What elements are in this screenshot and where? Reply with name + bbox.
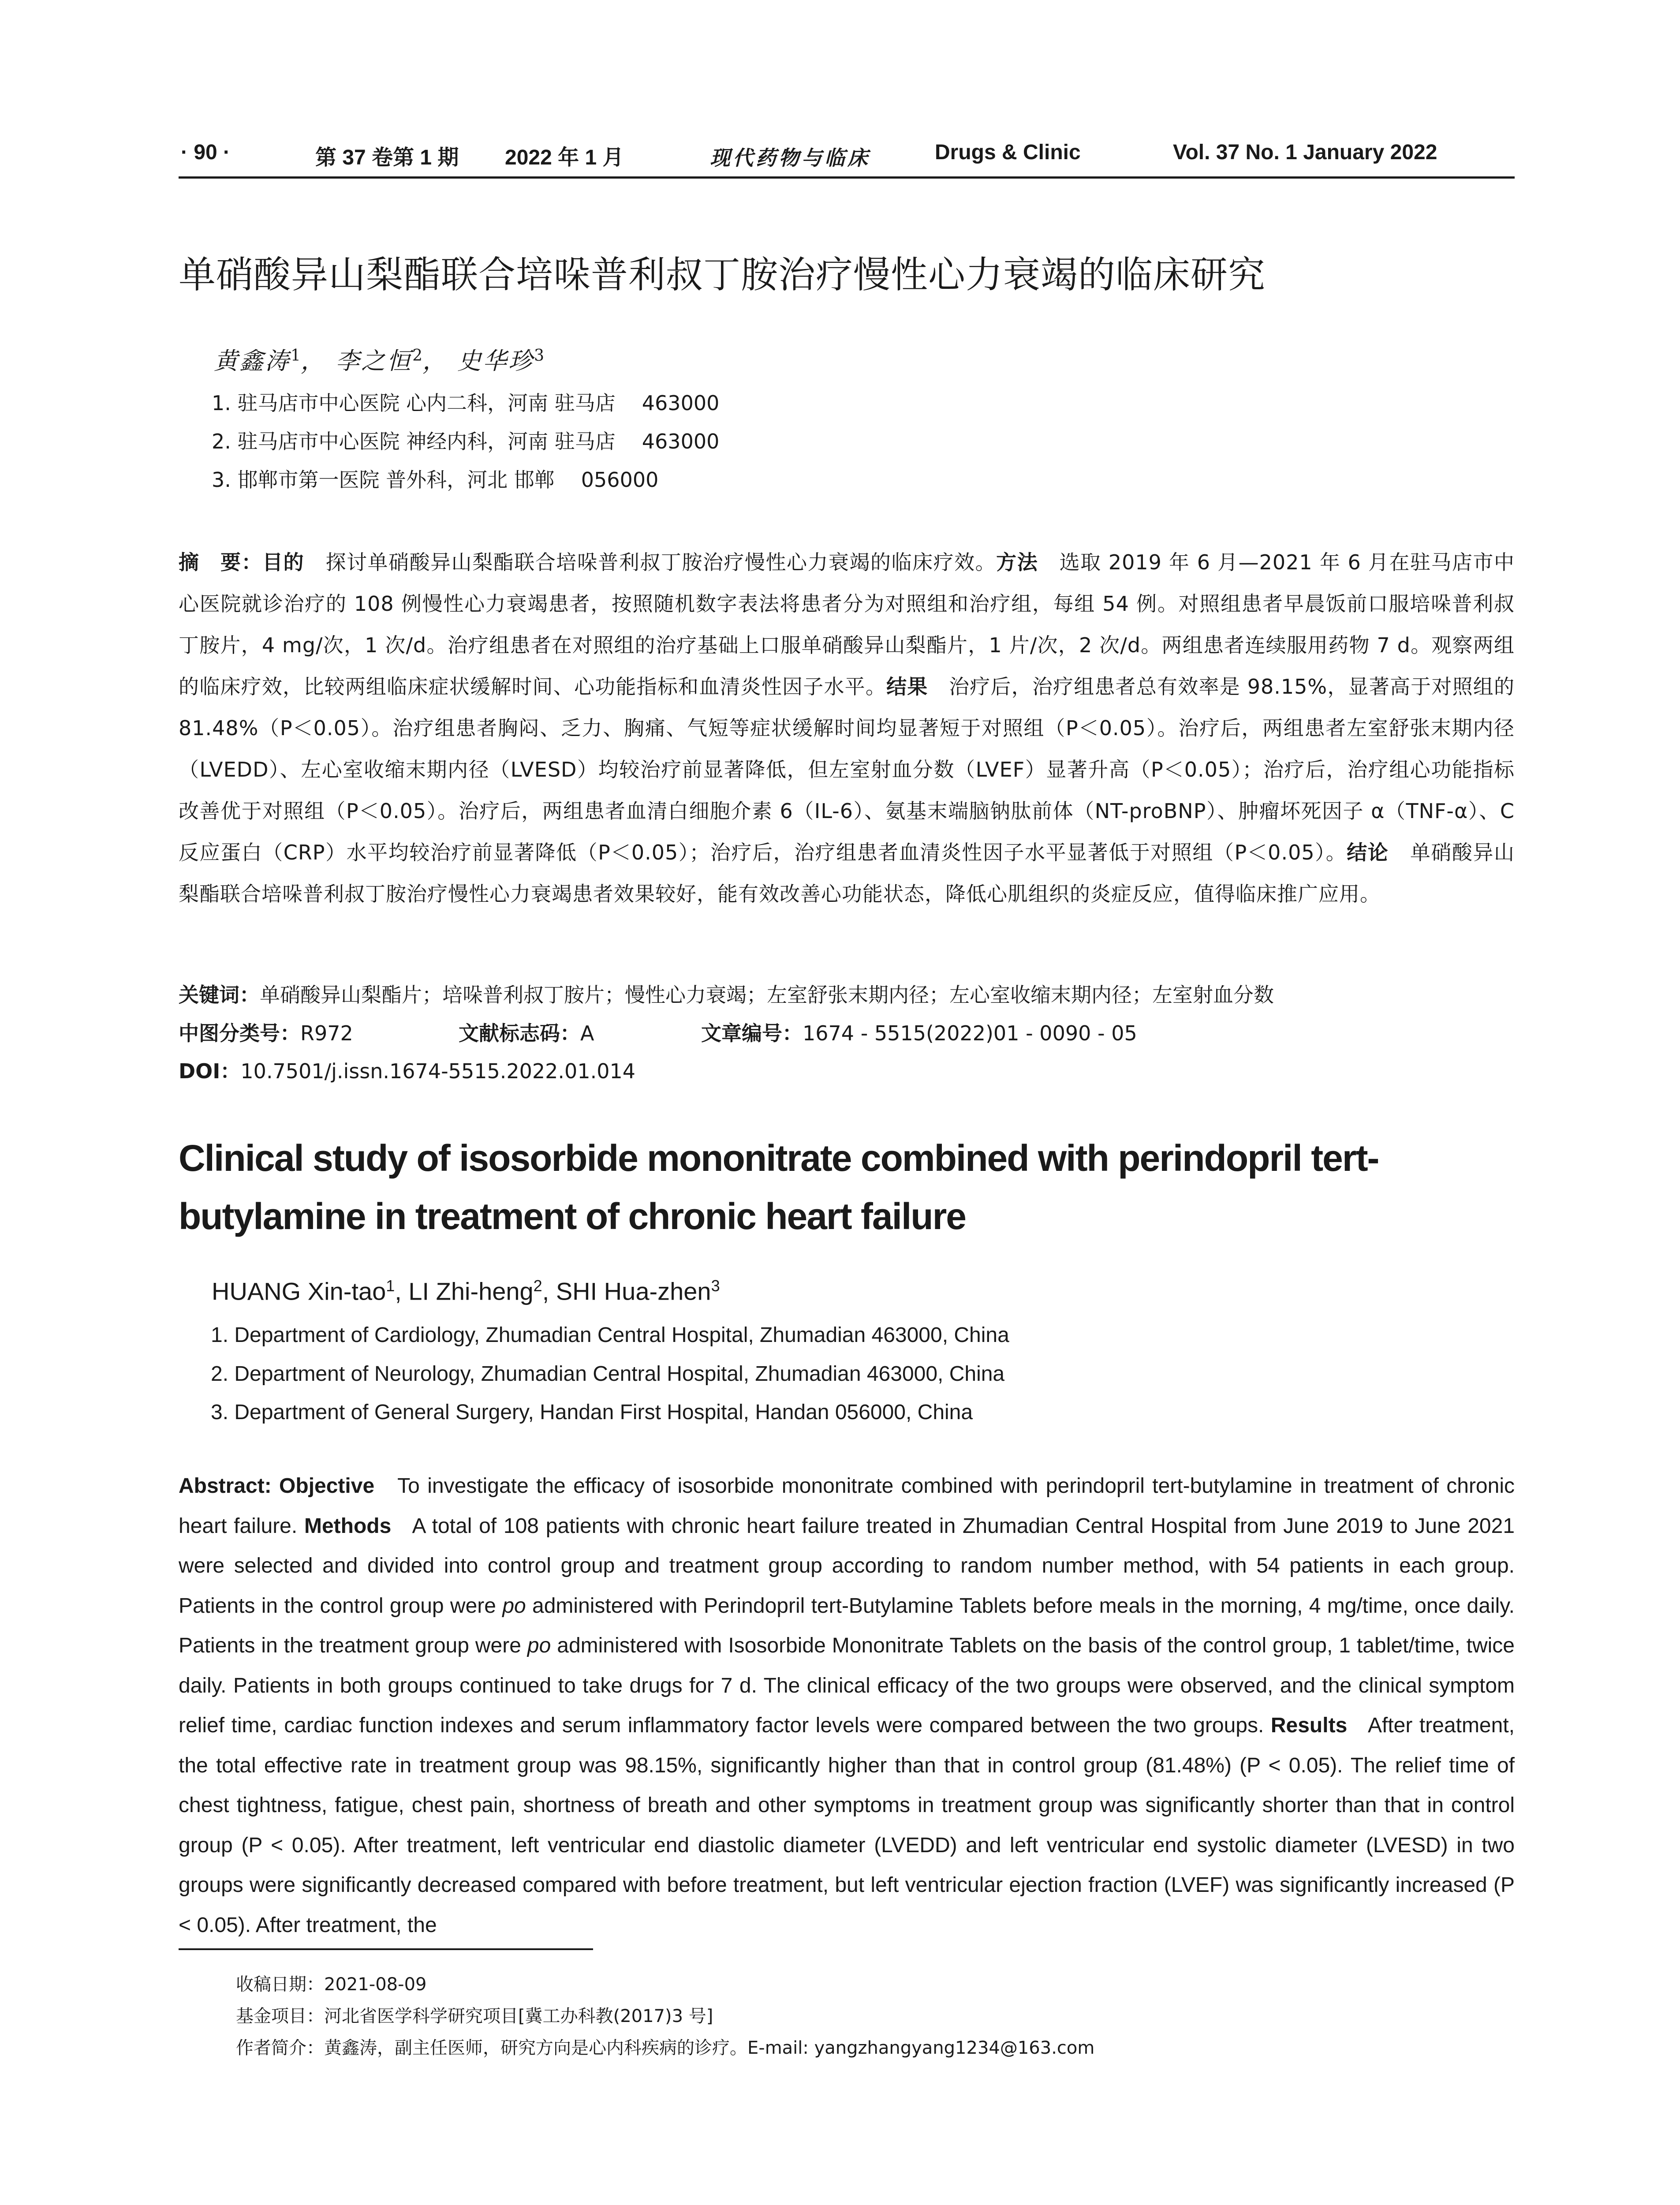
author-cn-2: 李之恒 [336,347,413,375]
fund-label: 基金项目： [236,2006,324,2026]
methods-en-3: administered with Isosorbide Mononitrate Tablets on the basis of the control group, 1 tablet/time, twice daily. Patients in both groups continued to take drugs for 7 d. The clinical efficacy of the two groups were observed, and the clinical symptom relief time, cardiac function indexes and serum inflammatory factor levels were compared between the two groups. [179,1634,1515,1737]
date-cn: 2022 年 1 月 [505,146,624,169]
affiliation-en-2: 2. Department of Neurology, Zhumadian Central Hospital, Zhumadian 463000, China [211,1362,1005,1386]
keywords-cn [179,979,1274,1008]
objective-cn-label: 目的 [262,550,305,574]
author-cn-1-sup: 1 [291,347,301,365]
classification-line [179,1017,353,1046]
affiliation-cn-3 [212,464,658,493]
author-cn-3: 史华珍 [457,347,534,375]
author-en-1-sup: 1 [386,1277,395,1295]
doc-code-label: 文献标志码： [459,1021,580,1045]
doi-line [179,1055,635,1084]
conclusion-cn: 单硝酸异山梨酯联合培哚普利叔丁胺治疗慢性心力衰竭患者效果较好，能有效改善心功能状态，降低心肌组织的炎症反应，值得临床推广应用。 [179,841,1515,906]
footnote-author [236,2034,1094,2059]
author-en-3: SHI Hua-zhen [556,1277,711,1305]
article-number-label: 文章编号： [701,1021,803,1045]
affiliation-cn-2 [212,426,719,455]
affiliation-cn-3-code: 056000 [581,468,659,492]
footnote-received [236,1970,426,1996]
author-en-2-sup: 2 [533,1277,542,1295]
methods-en-2: administered with Perindopril tert-Butylamine Tablets before meals in the morning, 4 mg/time, once daily. Patients in the treatment group were [179,1594,1515,1657]
affiliation-cn-1 [212,387,719,416]
objective-en: To investigate the efficacy of isosorbide mononitrate combined with perindopril tert-butylamine in treatment of chronic heart failure. [179,1474,1515,1538]
author-en-3-sup: 3 [711,1277,720,1295]
author-cn-3-sup: 3 [534,347,545,365]
clc-label: 中图分类号： [179,1021,300,1045]
affiliation-en-3: 3. Department of General Surgery, Handan First Hospital, Handan 056000, China [211,1401,973,1424]
author-bio-text: 黄鑫涛，副主任医师，研究方向是心内科疾病的诊疗。E-mail: yangzhangyang1234@163.com [324,2038,1095,2058]
page-number: · 90 · [181,141,231,164]
methods-en-1: A total of 108 patients with chronic heart failure treated in Zhumadian Central Hospital from June 2019 to June 2021 were selected and divided into control group and treatment group according to random number method, with 54 patients in each group. Patients in the control group were [179,1514,1515,1618]
author-cn-sep-1: ， [300,347,326,375]
affiliation-cn-2-text: 2. 驻马店市中心医院 神经内科，河南 驻马店 [212,430,616,453]
objective-cn: 探讨单硝酸异山梨酯联合培哚普利叔丁胺治疗慢性心力衰竭的临床疗效。 [325,550,997,574]
abstract-cn [179,542,1515,915]
authors-cn [214,342,544,376]
doi-value: 10.7501/j.issn.1674-5515.2022.01.014 [240,1059,636,1083]
results-cn: 治疗后，治疗组患者总有效率是 98.15%，显著高于对照组的 81.48%（P＜0.05）。治疗组患者胸闷、乏力、胸痛、气短等症状缓解时间均显著短于对照组（P＜0.05）。治疗后，两组患者左室舒张末期内径（LVEDD）、左心室收缩末期内径（LVESD）均较治疗前显著降低，但左室射血分数（LVEF）显著升高（P＜0.05）；治疗后，治疗组心功能指标改善优于对照组（P＜0.05）。治疗后，两组患者血清白细胞介素 6（IL-6）、氨基末端脑钠肽前体（NT-proBNP）、肿瘤坏死因子 α（TNF-α）、C 反应蛋白（CRP）水平均较治疗前显著降低（P＜0.05）；治疗后，治疗组患者血清炎性因子水平显著低于对照组（P＜0.05）。 [179,675,1515,864]
received-label: 收稿日期： [236,1974,324,1995]
header-rule [179,176,1515,179]
author-cn-1: 黄鑫涛 [214,347,291,375]
affiliation-en-1: 1. Department of Cardiology, Zhumadian Central Hospital, Zhumadian 463000, China [211,1323,1009,1347]
issue-cn: 第 37 卷第 1 期 [315,146,459,169]
affiliation-cn-1-text: 1. 驻马店市中心医院 心内二科，河南 驻马店 [212,391,616,415]
abstract-en [179,1466,1515,1945]
keywords-cn-label: 关键词： [179,983,260,1007]
results-cn-label: 结果 [886,675,928,699]
affiliation-cn-2-code: 463000 [642,430,720,453]
results-en: After treatment, the total effective rate in treatment group was 98.15%, significantly higher than that in control group (81.48%) (P < 0.05). The relief time of chest tightness, fatigue, chest pain, shortness of breath and other symptoms in treatment group was significantly shorter than that in control group (P < 0.05). After treatment, left ventricular end diastolic diameter (LVEDD) and left ventricular end systolic diameter (LVESD) in two groups were significantly decreased compared with before treatment, but left ventricular ejection fraction (LVEF) was significantly increased (P < 0.05). After treatment, the [179,1714,1515,1937]
author-en-2: LI Zhi-heng [408,1277,534,1305]
fund-text: 河北省医学科学研究项目[冀工办科教(2017)3 号] [324,2006,713,2026]
results-en-label: Results [1270,1714,1348,1737]
keywords-cn-text: 单硝酸异山梨酯片；培哚普利叔丁胺片；慢性心力衰竭；左室舒张末期内径；左心室收缩末期内径；左室射血分数 [260,983,1274,1007]
footnote-rule [179,1948,593,1950]
author-en-sep-1: , [395,1277,409,1305]
author-bio-label: 作者简介： [236,2038,324,2058]
abstract-cn-label: 摘 要： [179,550,263,574]
po-abbrev-2: po [527,1634,551,1657]
po-abbrev-1: po [502,1594,526,1618]
article-number-value: 1674 - 5515(2022)01 - 0090 - 05 [803,1021,1137,1045]
footnote-fund [236,2002,713,2027]
methods-cn: 选取 2019 年 6 月—2021 年 6 月在驻马店市中心医院就诊治疗的 108 例慢性心力衰竭患者，按照随机数字表法将患者分为对照组和治疗组，每组 54 例。对照组患者早晨饭前口服培哚普利叔丁胺片，4 mg/次，1 次/d。治疗组患者在对照组的治疗基础上口服单硝酸异山梨酯片，1 片/次，2 次/d。两组患者连续服用药物 7 d。观察两组的临床疗效，比较两组临床症状缓解时间、心功能指标和血清炎性因子水平。 [179,550,1515,699]
doi-label: DOI： [179,1059,241,1083]
abstract-en-label: Abstract: Objective [179,1474,375,1498]
journal-name-cn: 现代药物与临床 [710,146,870,170]
doc-code-value: A [580,1021,594,1045]
journal-name-en: Drugs & Clinic [935,141,1081,164]
conclusion-cn-label: 结论 [1347,841,1389,864]
document-code [459,1017,594,1046]
title-cn: 单硝酸异山梨酯联合培哚普利叔丁胺治疗慢性心力衰竭的临床研究 [179,253,1266,296]
methods-cn-label: 方法 [996,550,1038,574]
author-cn-sep-2: ， [422,347,448,375]
issue-en: Vol. 37 No. 1 January 2022 [1173,141,1437,164]
clc-value: R972 [300,1021,353,1045]
author-en-1: HUANG Xin-tao [212,1277,386,1305]
authors-en [212,1277,720,1306]
article-number [701,1017,1137,1046]
author-cn-2-sup: 2 [412,347,422,365]
affiliation-cn-3-text: 3. 邯郸市第一医院 普外科，河北 邯郸 [212,468,555,492]
title-en: Clinical study of isosorbide mononitrate combined with perindopril tert-butylamine in treatment of chronic heart failure [179,1137,1379,1237]
author-en-sep-2: , [542,1277,556,1305]
received-date: 2021-08-09 [324,1974,427,1995]
affiliation-cn-1-code: 463000 [642,391,720,415]
methods-en-label: Methods [304,1514,392,1538]
